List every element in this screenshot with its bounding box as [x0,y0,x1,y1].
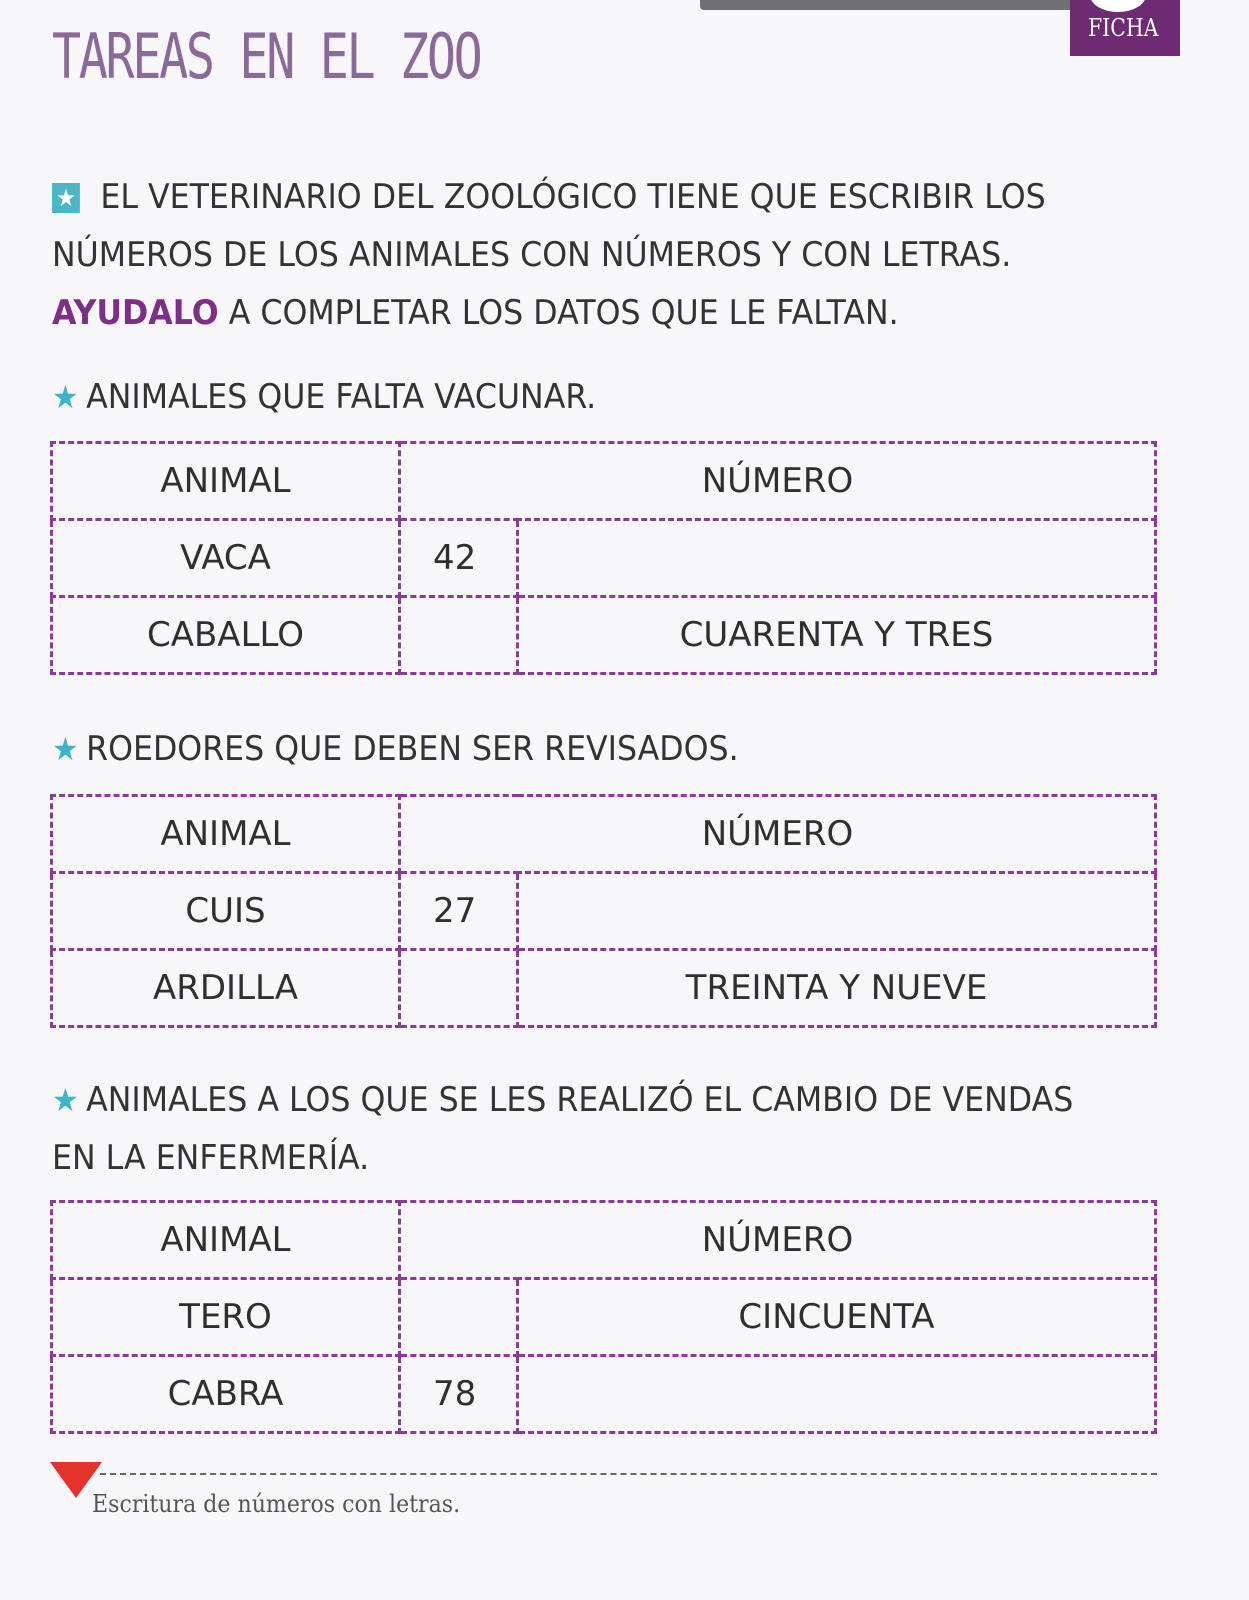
table-header-row [52,443,1156,520]
section-heading-vacunar [52,368,1131,426]
section-heading-text: ROEDORES QUE DEBEN SER REVISADOS. [86,729,739,769]
instructions-line-3: A COMPLETAR LOS DATOS QUE LE FALTAN. [218,293,899,333]
table-row [52,520,1156,597]
table-header-row [52,796,1156,873]
animal-cell: VACA [52,520,400,597]
words-cell[interactable] [518,1356,1156,1433]
col-header-animal: ANIMAL [52,1202,400,1279]
top-tab-edge [700,0,1130,10]
col-header-animal: ANIMAL [52,796,400,873]
animal-cell: CABRA [52,1356,400,1433]
animal-cell: CUIS [52,873,400,950]
star-icon: ★ [52,730,79,768]
col-header-numero: NÚMERO [400,443,1156,520]
section-heading-text-2: EN LA ENFERMERÍA. [52,1138,370,1178]
table-row [52,950,1156,1027]
section-heading-vendas [52,1071,1131,1187]
words-cell[interactable]: CUARENTA Y TRES [518,597,1156,674]
animal-cell: ARDILLA [52,950,400,1027]
table-row [52,873,1156,950]
table-vacunar [50,441,1157,675]
section-heading-text: ANIMALES A LOS QUE SE LES REALIZÓ EL CAMBIO DE VENDAS [86,1080,1074,1120]
words-cell[interactable]: CINCUENTA [518,1279,1156,1356]
number-cell[interactable]: 78 [400,1356,518,1433]
page-title: TAREAS EN EL ZOO [52,20,481,93]
number-cell[interactable] [400,1279,518,1356]
words-cell[interactable] [518,873,1156,950]
table-row [52,1356,1156,1433]
table-roedores [50,794,1157,1028]
instructions [52,168,1122,342]
animal-cell: TERO [52,1279,400,1356]
instructions-highlight: AYUDALO [52,293,219,333]
footer-divider [100,1473,1157,1475]
number-cell[interactable] [400,597,518,674]
section-heading-text: ANIMALES QUE FALTA VACUNAR. [86,377,597,417]
instructions-line-1: EL VETERINARIO DEL ZOOLÓGICO TIENE QUE ESCRIBIR LOS [100,177,1046,217]
col-header-numero: NÚMERO [400,1202,1156,1279]
words-cell[interactable]: TREINTA Y NUEVE [518,950,1156,1027]
col-header-animal: ANIMAL [52,443,400,520]
animal-cell: CABALLO [52,597,400,674]
star-icon: ★ [52,378,79,416]
table-header-row [52,1202,1156,1279]
number-cell[interactable]: 42 [400,520,518,597]
section-heading-roedores [52,720,1131,778]
footer-note: Escritura de números con letras. [92,1490,461,1518]
table-row [52,1279,1156,1356]
number-cell[interactable] [400,950,518,1027]
table-row [52,597,1156,674]
instructions-line-2: NÚMEROS DE LOS ANIMALES CON NÚMEROS Y CON LETRAS. [52,235,1012,275]
ficha-tab-label: FICHA [1088,14,1159,42]
star-box-icon: ★ [52,183,80,213]
words-cell[interactable] [518,520,1156,597]
col-header-numero: NÚMERO [400,796,1156,873]
number-cell[interactable]: 27 [400,873,518,950]
table-vendas [50,1200,1157,1434]
star-icon: ★ [52,1081,79,1119]
